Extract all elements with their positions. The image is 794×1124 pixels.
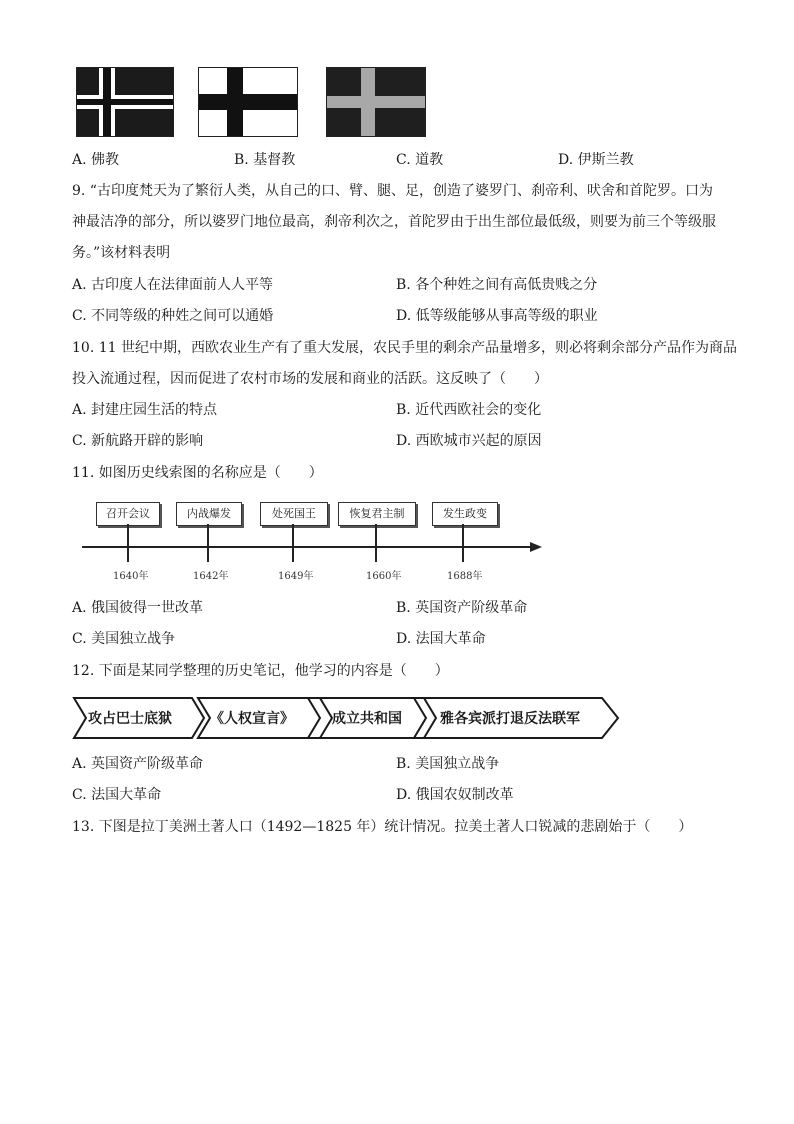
- q12-option-d: D. 俄国农奴制改革: [396, 787, 514, 803]
- flag-finland-style: [198, 67, 298, 137]
- timeline-event-1: 召开会议: [96, 502, 160, 526]
- q11-option-c: C. 美国独立战争: [72, 631, 176, 647]
- timeline-tick-3: [292, 524, 294, 562]
- process-step-2: 《人权宣言》: [210, 711, 294, 727]
- q12-stem: 12. 下面是某同学整理的历史笔记，他学习的内容是（ ）: [72, 663, 449, 679]
- q11-stem: 11. 如图历史线索图的名称应是（ ）: [72, 465, 323, 481]
- q9-option-a: A. 古印度人在法律面前人人平等: [72, 277, 274, 293]
- q9-stem-line-3: 务。”该材料表明: [72, 245, 171, 261]
- q9-option-c: C. 不同等级的种姓之间可以通婚: [72, 308, 274, 324]
- timeline-tick-1: [127, 524, 129, 562]
- q10-option-d: D. 西欧城市兴起的原因: [396, 433, 542, 449]
- q10-option-a: A. 封建庄园生活的特点: [72, 402, 218, 418]
- timeline-event-3: 处死国王: [260, 502, 328, 526]
- q11-option-b: B. 英国资产阶级革命: [396, 600, 528, 616]
- timeline-year-1: 1640年: [113, 571, 149, 582]
- q12-process-flow: [70, 694, 630, 742]
- process-step-4: 雅各宾派打退反法联军: [440, 711, 580, 727]
- flag-sweden-style: [326, 67, 426, 137]
- flag-norway-style: [76, 67, 174, 137]
- timeline-axis: [82, 546, 532, 548]
- q9-stem-line-1: 9. “古印度梵天为了繁衍人类，从自己的口、臂、腿、足，创造了婆罗门、刹帝利、吠舍和首陀罗。口为: [72, 183, 713, 199]
- process-step-1: 攻占巴士底狱: [88, 711, 172, 727]
- q12-option-c: C. 法国大革命: [72, 787, 162, 803]
- timeline-arrowhead: [530, 540, 544, 554]
- q12-option-b: B. 美国独立战争: [396, 756, 500, 772]
- timeline-event-5: 发生政变: [432, 502, 498, 526]
- nordic-cross-flag-1: [77, 68, 173, 136]
- process-step-3: 成立共和国: [332, 711, 402, 727]
- q13-stem: 13. 下图是拉丁美洲土著人口（1492—1825 年）统计情况。拉美土著人口锐减的悲剧始于（ ）: [72, 819, 693, 835]
- q8-option-a: A. 佛教: [72, 152, 120, 168]
- q9-option-d: D. 低等级能够从事高等级的职业: [396, 308, 598, 324]
- q8-option-b: B. 基督教: [234, 152, 296, 168]
- q9-option-b: B. 各个种姓之间有高低贵贱之分: [396, 277, 598, 293]
- timeline-tick-4: [375, 524, 377, 562]
- timeline-year-2: 1642年: [193, 571, 229, 582]
- timeline-tick-5: [462, 524, 464, 562]
- q11-option-d: D. 法国大革命: [396, 631, 486, 647]
- q10-option-c: C. 新航路开辟的影响: [72, 433, 204, 449]
- nordic-cross-flag-2: [199, 68, 297, 136]
- timeline-tick-2: [207, 524, 209, 562]
- q10-stem-line-1: 10. 11 世纪中期，西欧农业生产有了重大发展，农民手里的剩余产品量增多，则必将剩余部分产品作为商品: [72, 340, 737, 356]
- q12-option-a: A. 英国资产阶级革命: [72, 756, 204, 772]
- q11-option-a: A. 俄国彼得一世改革: [72, 600, 204, 616]
- q9-stem-line-2: 神最洁净的部分，所以婆罗门地位最高，刹帝利次之，首陀罗由于出生部位最低级，则要为前三个等级服: [72, 214, 716, 230]
- timeline-event-2: 内战爆发: [176, 502, 242, 526]
- nordic-cross-flag-3: [327, 68, 425, 136]
- q10-option-b: B. 近代西欧社会的变化: [396, 402, 542, 418]
- timeline-year-5: 1688年: [447, 571, 483, 582]
- q8-option-c: C. 道教: [396, 152, 444, 168]
- timeline-year-4: 1660年: [366, 571, 402, 582]
- timeline-year-3: 1649年: [278, 571, 314, 582]
- q8-option-d: D. 伊斯兰教: [558, 152, 634, 168]
- q10-stem-line-2: 投入流通过程，因而促进了农村市场的发展和商业的活跃。这反映了（ ）: [72, 371, 548, 387]
- timeline-event-4: 恢复君主制: [338, 502, 416, 526]
